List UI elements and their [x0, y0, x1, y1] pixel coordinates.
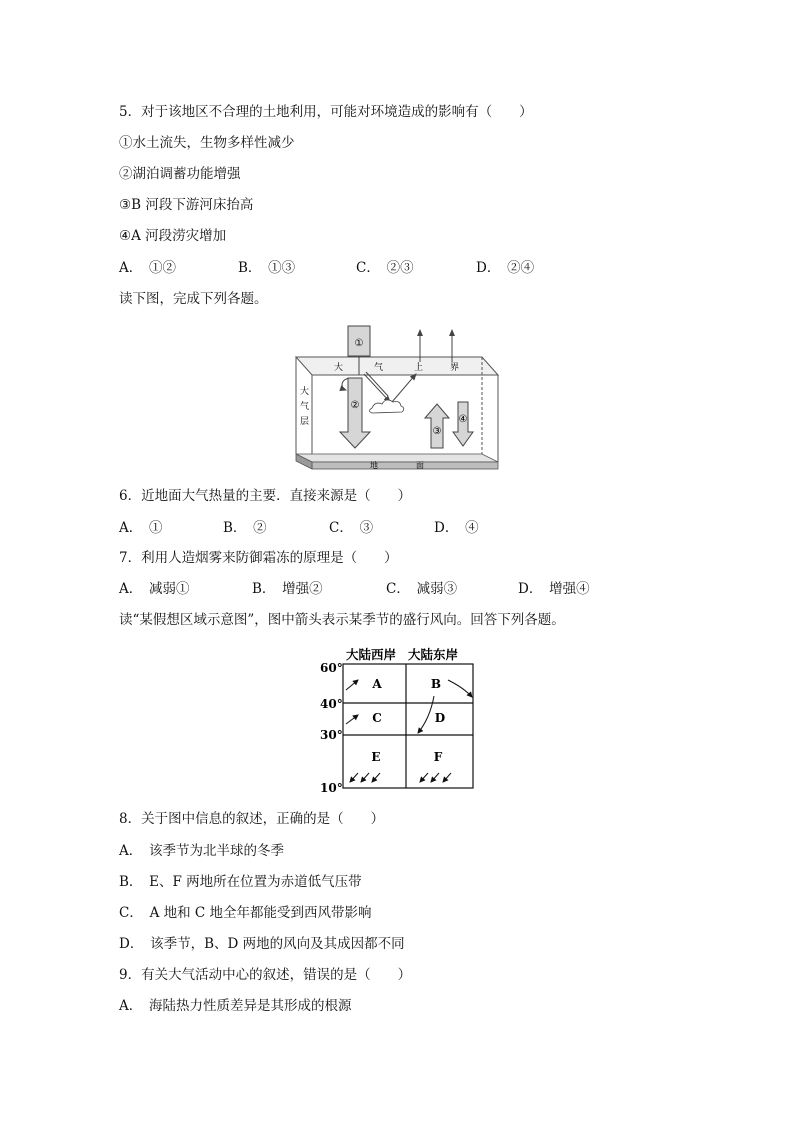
intro-2: 读“某假想区域示意图”，图中箭头表示某季节的盛行风向。回答下列各题。 [119, 612, 565, 628]
q6-option-b[interactable]: B． ② [223, 520, 267, 536]
wind-arrow-f-1 [420, 773, 428, 782]
wind-arrow-b-to-d [418, 696, 434, 733]
fig1-top-label-2: 气 [374, 363, 384, 373]
fig1-side-label-2: 气 [300, 402, 310, 412]
cell-d: D [434, 711, 446, 725]
fig1-top-label-4: 界 [450, 363, 460, 373]
cell-e: E [371, 750, 381, 764]
q5-item-4: ④A 河段涝灾增加 [119, 228, 227, 244]
fig1-side-label-1: 大 [300, 387, 310, 397]
q5-item-2: ②湖泊调蓄功能增强 [119, 166, 241, 182]
q9-stem: 9．有关大气活动中心的叙述，错误的是（ ） [119, 967, 412, 983]
q8-stem: 8．关于图中信息的叙述，正确的是（ ） [119, 811, 385, 827]
fig1-side-label-3: 层 [300, 417, 310, 427]
arrow-3-label: ③ [432, 426, 442, 437]
q7-option-d[interactable]: D． 增强④ [518, 581, 590, 597]
cell-a: A [372, 677, 382, 691]
q8-option-d[interactable]: D． 该季节，B、D 两地的风向及其成因都不同 [119, 936, 405, 952]
cell-f: F [433, 750, 443, 764]
q5-option-d[interactable]: D． ②④ [476, 260, 535, 276]
q5-option-c[interactable]: C． ②③ [356, 260, 414, 276]
fig1-ground-label-2: 面 [416, 461, 424, 470]
scatter-ray-3 [392, 374, 416, 402]
atmosphere-heat-diagram [292, 322, 502, 474]
wind-arrow-f-2 [431, 773, 439, 782]
q6-option-d[interactable]: D． ④ [434, 520, 479, 536]
lat-label-30: 30° [320, 728, 343, 742]
scatter-ray-2 [366, 372, 388, 396]
fig1-top-label-3: 上 [414, 363, 424, 373]
lat-label-40: 40° [320, 697, 343, 711]
wind-arrow-e-3 [372, 773, 380, 782]
wind-arrow-a [346, 680, 358, 690]
lat-label-10: 10° [320, 781, 343, 795]
q5-item-3: ③B 河段下游河床抬高 [119, 197, 254, 213]
q7-option-b[interactable]: B． 增强② [252, 581, 323, 597]
q8-option-a[interactable]: A． 该季节为北半球的冬季 [119, 843, 284, 859]
q6-stem: 6．近地面大气热量的主要．直接来源是（ ） [119, 488, 412, 504]
arrow-1-label: ① [354, 338, 364, 349]
fig1-top-label-1: 大 [334, 363, 344, 373]
q7-stem: 7．利用人造烟雾来防御霜冻的原理是（ ） [119, 550, 398, 566]
q5-option-b[interactable]: B． ①③ [238, 260, 296, 276]
q5-item-1: ①水土流失，生物多样性减少 [119, 135, 295, 151]
header-east-coast: 大陆东岸 [408, 647, 459, 662]
wind-arrow-c [346, 715, 358, 724]
q9-option-a[interactable]: A． 海陆热力性质差异是其形成的根源 [119, 998, 352, 1014]
lat-label-60: 60° [320, 661, 343, 675]
header-west-coast: 大陆西岸 [346, 647, 397, 662]
q8-option-b[interactable]: B． E、F 两地所在位置为赤道低气压带 [119, 874, 362, 890]
wind-arrow-f-3 [443, 773, 451, 782]
q8-option-c[interactable]: C． A 地和 C 地全年都能受到西风带影响 [119, 905, 372, 921]
q7-option-c[interactable]: C． 减弱③ [386, 581, 458, 597]
q5-option-a[interactable]: A． ①② [119, 260, 176, 276]
cloud-icon [370, 400, 404, 413]
wind-arrow-e-1 [350, 773, 358, 782]
intro-1: 读下图，完成下列各题。 [119, 291, 268, 307]
cell-c: C [372, 711, 382, 725]
wind-arrow-e-2 [361, 773, 369, 782]
arrow-4-label: ④ [458, 414, 468, 425]
q7-option-a[interactable]: A． 减弱① [119, 581, 190, 597]
q6-option-c[interactable]: C． ③ [329, 520, 374, 536]
scatter-ray-1 [364, 374, 390, 402]
arrow-2-label: ② [350, 400, 360, 411]
fig1-ground-label-1: 地 [370, 461, 378, 470]
arrow-2-shape [340, 378, 370, 448]
cell-b: B [430, 677, 442, 691]
wind-arrow-b [448, 680, 472, 697]
hypothetical-region-map [318, 644, 486, 796]
q5-stem: 5．对于该地区不合理的土地利用，可能对环境造成的影响有（ ） [119, 104, 533, 120]
q6-option-a[interactable]: A． ① [119, 520, 163, 536]
